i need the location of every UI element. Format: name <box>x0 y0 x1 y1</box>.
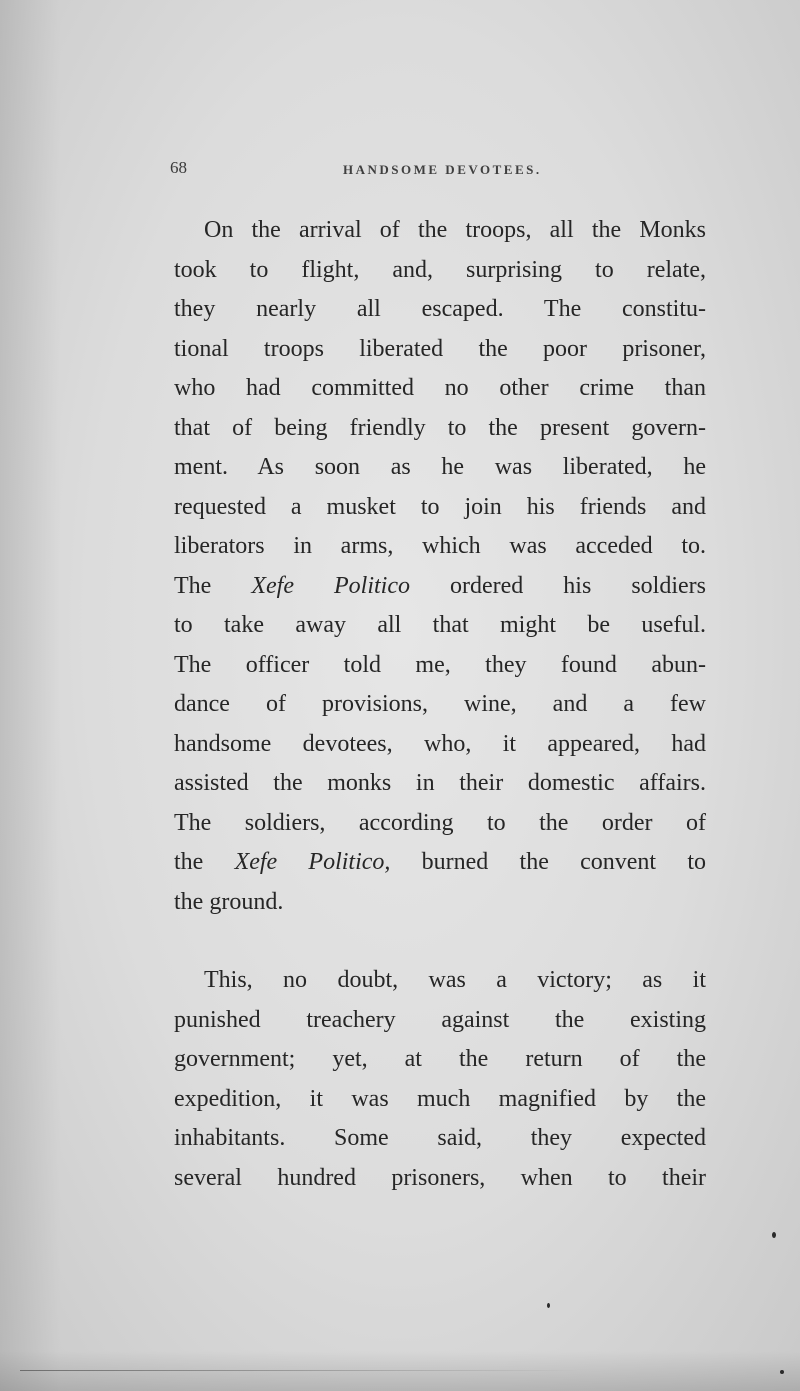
text-line: ment. As soon as he was liberated, he <box>174 454 706 480</box>
page-shadow-left <box>0 0 60 1391</box>
text-line: several hundred prisoners, when to their <box>174 1164 706 1191</box>
paragraph-gap <box>174 922 706 961</box>
text-line: punished treachery against the existing <box>174 1006 706 1033</box>
text-line: handsome devotees, who, it appeared, had <box>174 730 706 757</box>
running-title: HANDSOME DEVOTEES. <box>343 162 542 177</box>
text-line: The soldiers, according to the order of <box>174 809 706 836</box>
text-line: inhabitants. Some said, they expected <box>174 1125 706 1151</box>
text-line: tional troops liberated the poor prisoner, <box>174 335 706 362</box>
text-line: liberators in arms, which was acceded to. <box>174 533 706 559</box>
text-line: who had committed no other crime than <box>174 375 706 401</box>
text-line: to take away all that might be useful. <box>174 612 706 638</box>
paragraph-1 <box>174 211 706 922</box>
text-segment: the <box>174 849 235 875</box>
ink-speck <box>780 1370 784 1374</box>
paragraph-2 <box>174 961 706 1198</box>
text-line: that of being friendly to the present govern- <box>174 414 706 441</box>
page-number: 68 <box>170 158 187 177</box>
page-shadow-bottom <box>0 1351 800 1391</box>
text-line <box>174 567 706 607</box>
text-line: took to flight, and, surprising to relate, <box>174 256 706 283</box>
text-line: they nearly all escaped. The constitu- <box>174 296 706 322</box>
text-line: expedition, it was much magnified by the <box>174 1085 706 1112</box>
ink-speck <box>772 1232 776 1238</box>
text-line: assisted the monks in their domestic affairs. <box>174 770 706 796</box>
text-line: This, no doubt, was a victory; as it <box>204 967 706 993</box>
text-line: dance of provisions, wine, and a few <box>174 691 706 717</box>
text-line: requested a musket to join his friends and <box>174 493 706 520</box>
text-segment: The <box>174 572 252 599</box>
italic-title: Xefe Politico, <box>234 849 391 875</box>
body-text <box>174 211 706 1198</box>
ink-speck <box>547 1303 550 1308</box>
italic-title: Xefe Politico <box>251 572 410 599</box>
text-line: government; yet, at the return of the <box>174 1046 706 1072</box>
page-edge-mark <box>20 1370 580 1371</box>
text-line <box>174 843 706 883</box>
text-line: The officer told me, they found abun- <box>174 651 706 678</box>
text-line: the ground. <box>174 888 284 915</box>
text-segment: ordered his soldiers <box>409 572 706 599</box>
text-line: On the arrival of the troops, all the Monks <box>204 217 706 243</box>
text-segment: burned the convent to <box>390 849 706 875</box>
page-header <box>170 158 730 188</box>
